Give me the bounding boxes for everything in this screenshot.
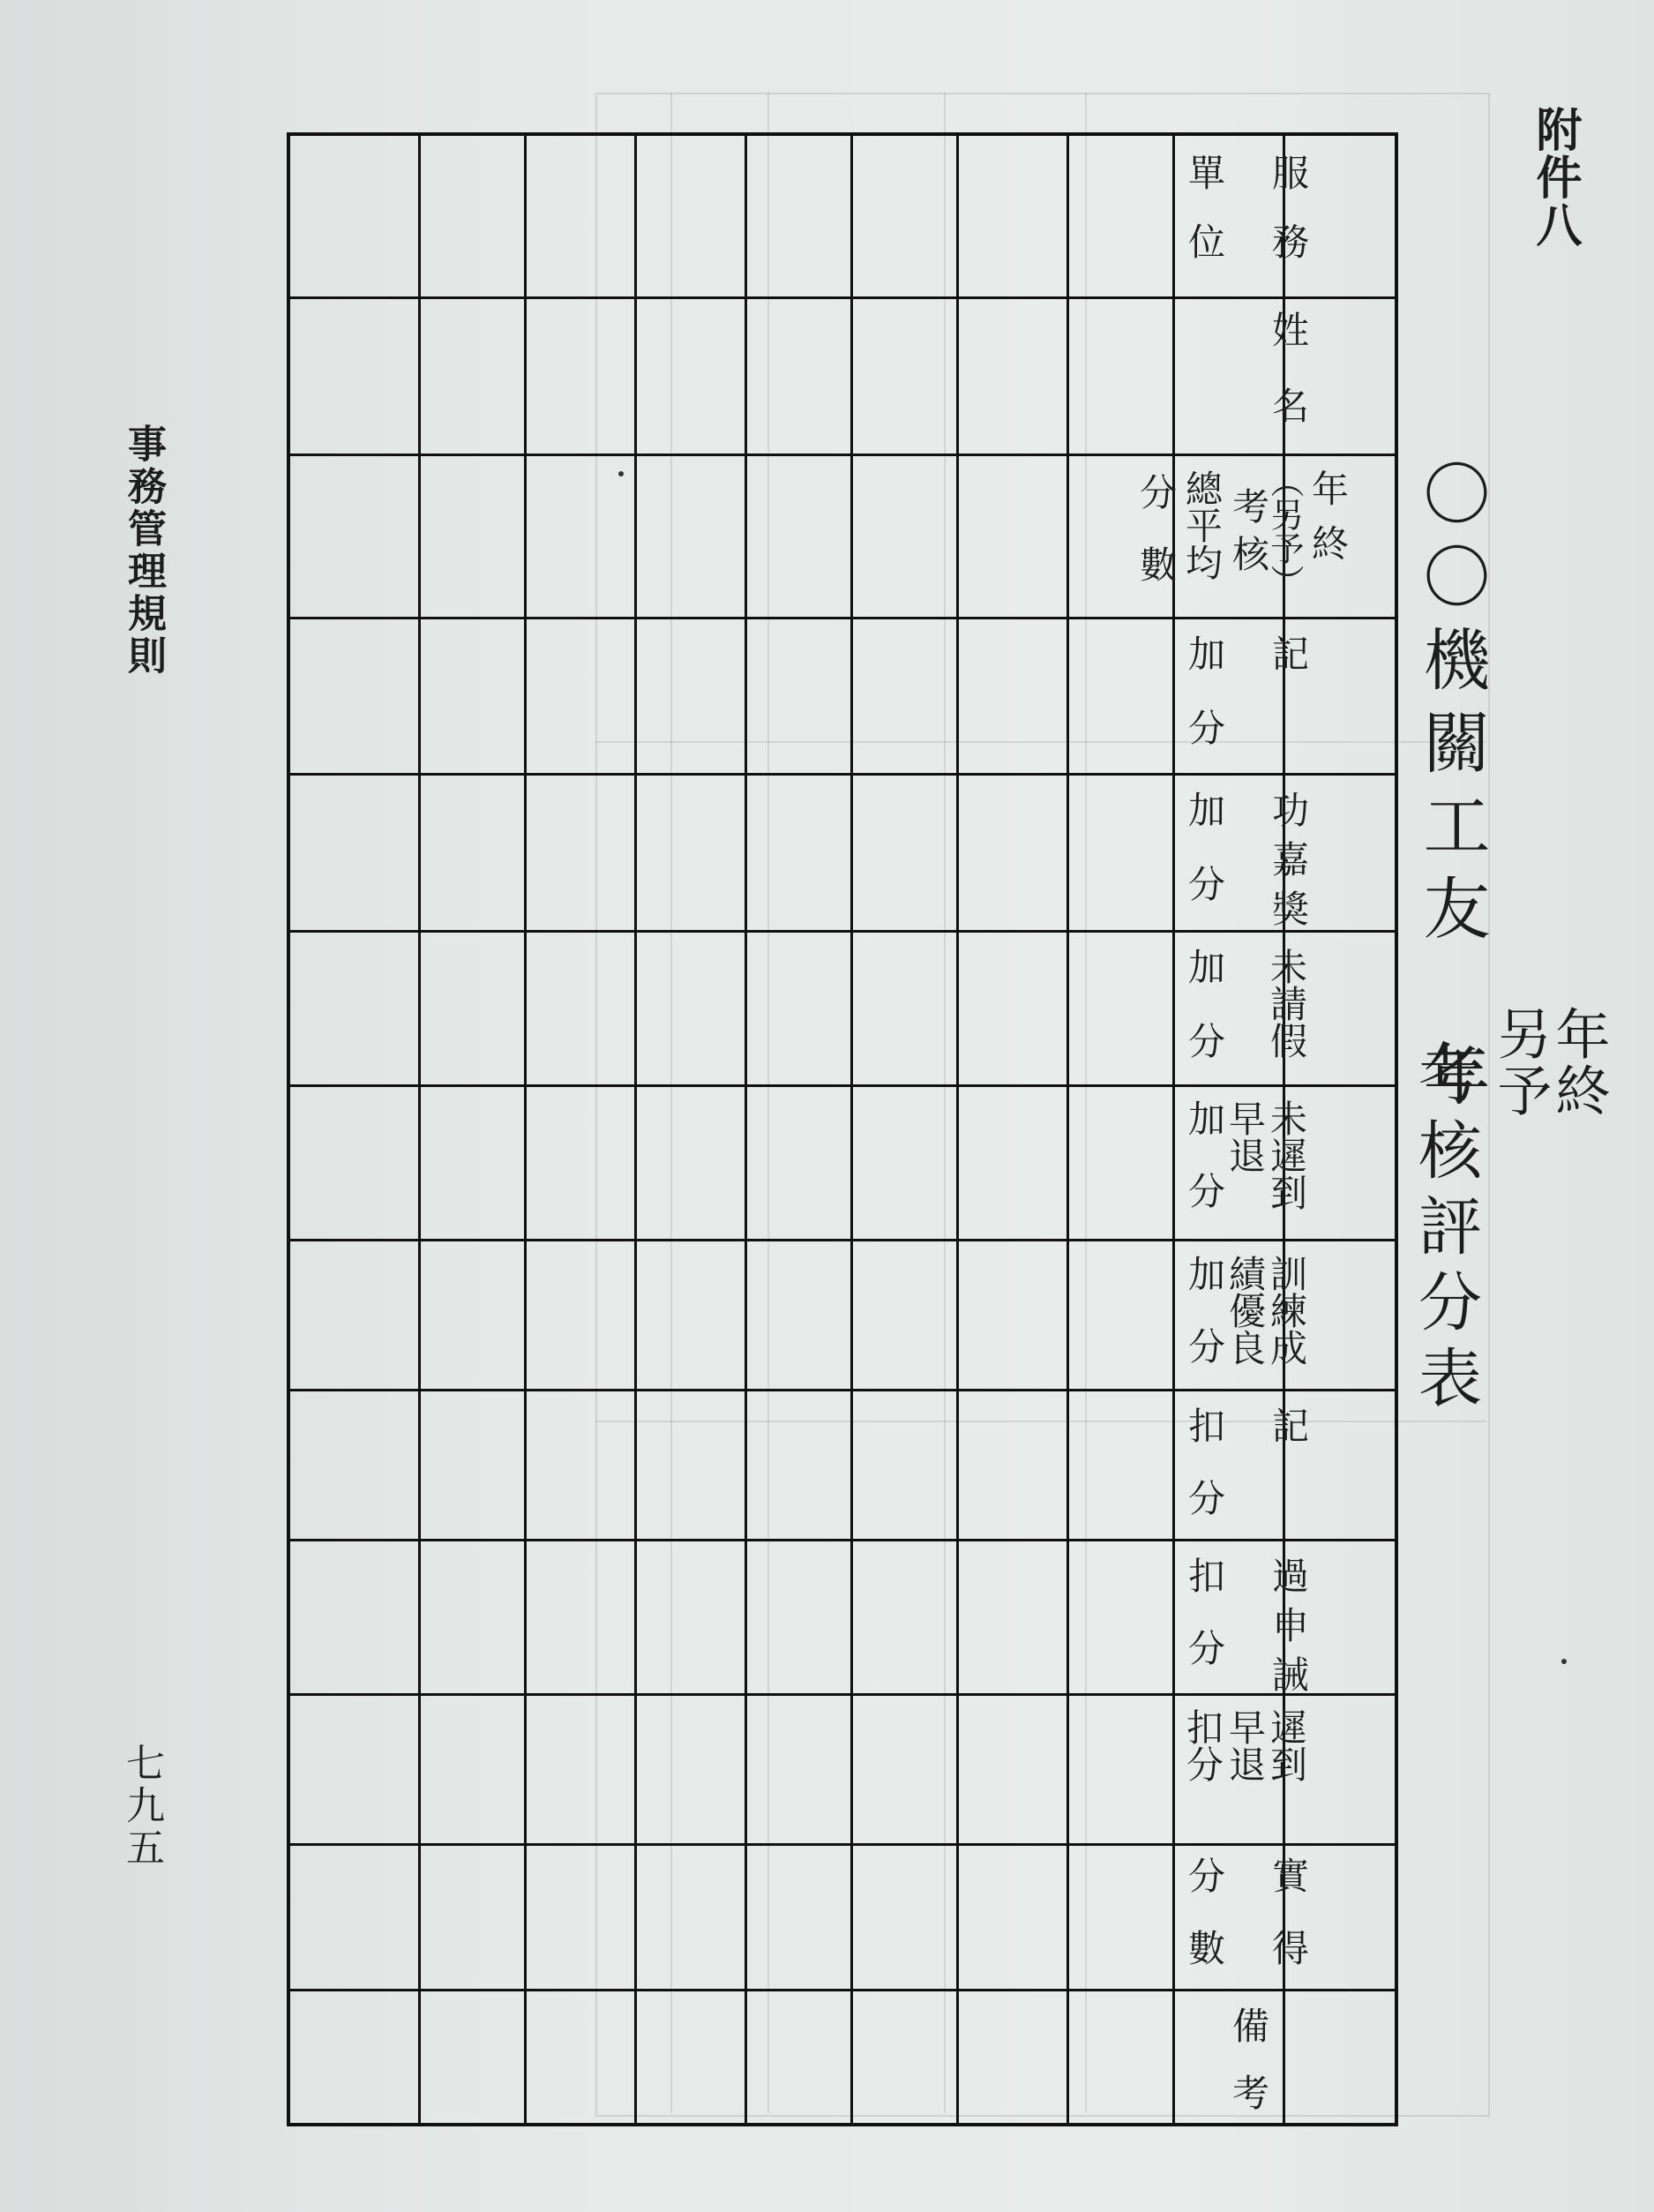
row-divider [290, 1539, 1395, 1541]
title-tail: 考核評分表 [1408, 1041, 1482, 1421]
header-nolate-1: 未遲到 [1265, 1099, 1308, 1211]
header-service-unit-2: 單位 [1183, 154, 1226, 291]
header-remarks: 備考 [1227, 2006, 1270, 2141]
header-final-2: 分數 [1183, 1856, 1226, 2001]
header-demerit-1: 記 [1267, 1406, 1310, 1452]
evaluation-table [287, 132, 1398, 2141]
header-training-1: 訓練成 [1265, 1255, 1308, 1366]
column-divider [850, 136, 853, 2123]
header-score-4: 總平均 [1180, 469, 1224, 581]
column-divider [524, 136, 527, 2123]
column-divider [418, 136, 421, 2123]
row-divider [290, 930, 1395, 933]
header-score-5: 分數 [1134, 473, 1178, 618]
header-training-2: 績優良 [1224, 1255, 1267, 1366]
page-number: 七九五 [119, 1743, 164, 1870]
row-divider [290, 1989, 1395, 1991]
header-late-2: 早退 [1224, 1708, 1267, 1782]
column-divider [634, 136, 637, 2123]
row-divider [290, 1843, 1395, 1846]
row-divider [290, 1084, 1395, 1087]
header-commend-2: 加分 [1183, 791, 1226, 939]
header-nolate-3: 加分 [1183, 1099, 1226, 1244]
header-service-unit-1: 服務 [1267, 154, 1310, 291]
header-name: 姓名 [1267, 311, 1310, 462]
header-final-1: 實得 [1267, 1856, 1310, 2001]
title-note-year-end: 年終 [1546, 1006, 1611, 1119]
header-training-3: 加分 [1183, 1255, 1226, 1399]
running-head: 事務管理規則 [121, 424, 166, 678]
row-divider [290, 617, 1395, 619]
header-late-1: 遲到 [1265, 1708, 1308, 1782]
ink-dot [618, 471, 624, 476]
header-merit-1: 記 [1267, 634, 1310, 680]
ink-dot [1561, 1659, 1567, 1664]
column-divider [1172, 136, 1175, 2123]
appendix-label: 附件八 [1528, 106, 1582, 249]
header-commend-1: 功嘉獎 [1267, 791, 1310, 939]
row-divider [290, 1389, 1395, 1391]
header-nolate-2: 早退 [1224, 1099, 1267, 1173]
row-divider [290, 1239, 1395, 1241]
header-late-3: 扣分 [1181, 1708, 1224, 1782]
header-noleave-1: 未請假 [1265, 948, 1308, 1059]
header-demerit-2: 扣分 [1183, 1406, 1226, 1551]
title-note-special: 另予 [1488, 1006, 1553, 1119]
row-divider [290, 296, 1395, 299]
header-noleave-2: 加分 [1183, 948, 1226, 1096]
title-subline [1394, 1006, 1611, 1421]
row-divider [290, 454, 1395, 456]
row-divider [290, 1693, 1395, 1696]
header-reprimand-1: 過申誡 [1267, 1556, 1310, 1705]
header-score-2: （另予） [1265, 464, 1304, 598]
column-divider [1066, 136, 1069, 2123]
column-divider [745, 136, 747, 2123]
header-score-3: 考核 [1227, 487, 1270, 582]
header-merit-2: 加分 [1183, 634, 1226, 783]
header-score-1: 年終 [1306, 469, 1350, 579]
column-divider [956, 136, 959, 2123]
header-reprimand-2: 扣分 [1183, 1556, 1226, 1701]
row-divider [290, 773, 1395, 776]
form-title: 〇〇機關工友 年 [1412, 459, 1491, 1122]
